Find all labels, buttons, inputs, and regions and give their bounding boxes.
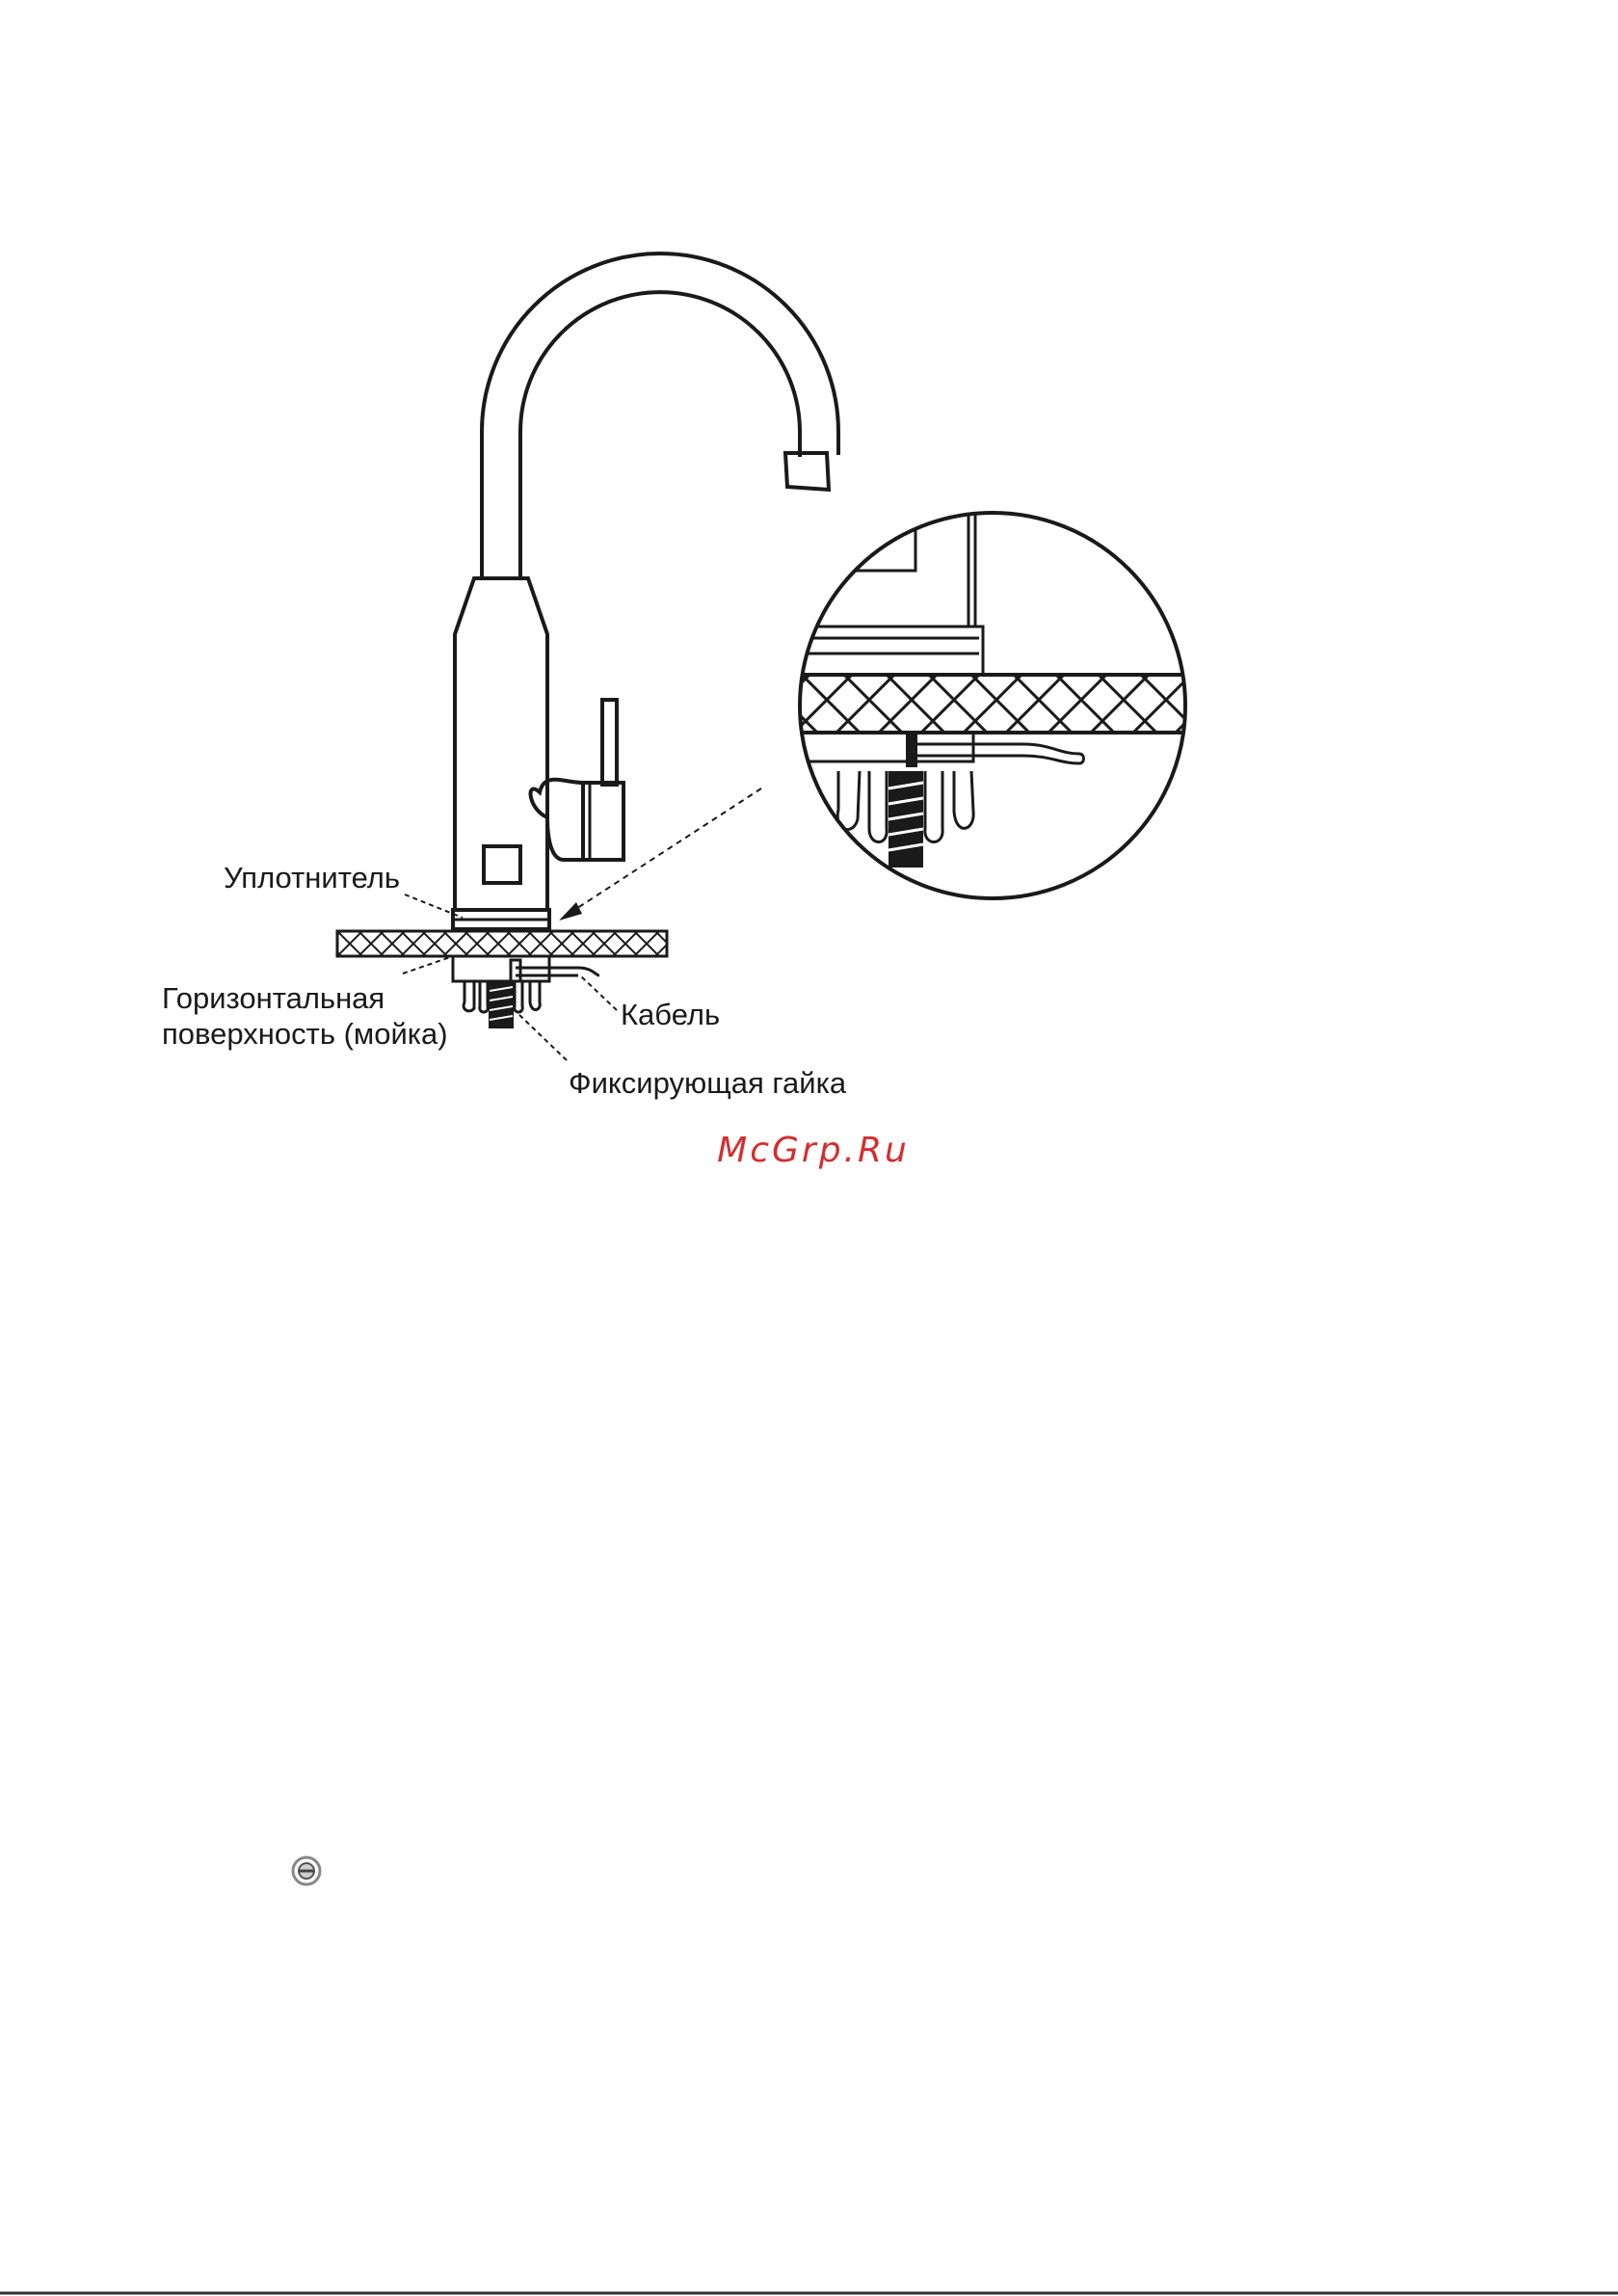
watermark: McGrp.Ru xyxy=(717,1131,910,1170)
sink-surface xyxy=(337,931,667,956)
label-surface-line1: Горизонтальная xyxy=(162,981,385,1015)
surface-leader xyxy=(403,956,453,974)
registration-mark-icon xyxy=(293,1857,320,1884)
label-surface-line2: поверхность (мойка) xyxy=(162,1017,448,1051)
sink-surface-detail xyxy=(785,675,1190,733)
faucet-spout xyxy=(482,254,838,578)
label-seal: Уплотнитель xyxy=(224,861,401,894)
zoom-pointer-arrow xyxy=(559,902,582,921)
cable-small xyxy=(516,968,599,975)
zoom-pointer-line xyxy=(569,788,761,914)
label-fixing-nut: Фиксирующая гайка xyxy=(569,1066,847,1100)
faucet-window xyxy=(484,846,520,883)
zoom-detail xyxy=(785,501,1195,916)
nut-leader xyxy=(518,1014,567,1060)
mounting-assembly xyxy=(453,956,599,1028)
label-cable: Кабель xyxy=(621,998,721,1031)
cable-leader xyxy=(580,975,617,1010)
faucet-body xyxy=(455,578,547,910)
lever-handle xyxy=(531,700,623,860)
spout-tip xyxy=(785,453,829,490)
faucet xyxy=(453,254,838,929)
